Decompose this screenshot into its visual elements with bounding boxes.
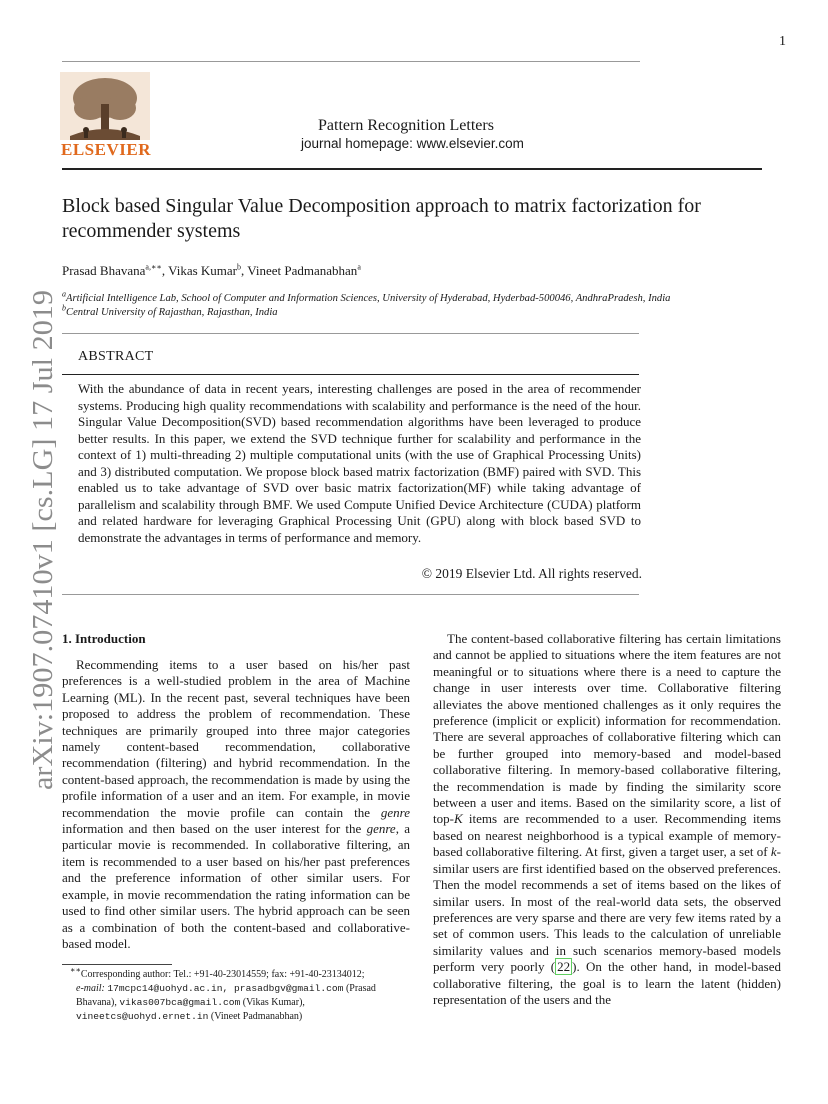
footnote-name: (Vikas Kumar), [240,997,305,1008]
paper-title: Block based Singular Value Decomposition approach to matrix factorization for recommender systems [62,195,701,242]
text-run: information and then based on the user interest for the [62,821,367,837]
corresponding-author-footnote [62,965,407,1024]
email-link[interactable]: vikas007bca@gmail.com [119,997,241,1008]
email-link[interactable]: vineetcs@uohyd.ernet.in [76,1011,209,1022]
elsevier-logo-text: ELSEVIER [61,140,151,159]
math-variable: k [770,844,777,860]
paragraph [62,657,410,952]
author-affiliation-marker: a [357,262,361,272]
author-affiliation-marker: a,∗∗ [145,262,162,272]
text-run: items are recommended to a user. Recommending items based on nearest neighborhood is a typical example of memory-based collaborative filtering. At first, given a target user, a set of [433,811,781,860]
footnote-marker: ∗∗ [70,965,81,975]
text-run: -similar users are first identified based on the observed preferences. Then the model recommends a set of items based on the likes of similar users. In most of the real-world data sets, the observed preferences are very sparse and there are very few items rated by a set of common users. This leads to the calculation of unreliable similarity values and in such scenarios memory-based models perform very poorly ( [433,844,781,975]
affiliation-text: Artificial Intelligence Lab, School of Computer and Information Sciences, University of Hyderabad, Hyderbad-500046, AndhraPradesh, India [66,293,671,304]
emphasis: genre [380,804,410,820]
footnote-name: (Prasad Bhavana), [76,983,376,1008]
svg-text:arXiv:1907.07410v1 [cs.LG] 1: arXiv:1907.07410v1 [cs.LG] 17 Jul 2019 [27,309,59,790]
footnote-contact: Corresponding author: Tel.: +91-40-23014559; fax: +91-40-23134012; [80,969,365,980]
citation-link[interactable]: 22 [557,959,571,975]
text-run: , a particular movie is recommended. In collaborative filtering, an item is recommended to a user based on his/her past preferences and the preference information of other similar users. For example, in movie recommendation the rating information can be used to find other similar users. The hybrid approach can be seen as a combination of both the content-based and collaborative-based model. [62,821,410,951]
text-run: The content-based collaborative filtering has certain limitations and cannot be applied to situations where the item features are not meaningful or to situations where there is a need to capture the change in user interests over time. Collaborative filtering alleviates the above mentioned challenges as it only requires the preference (implicit or explicit) information for recommendation. There are several approaches of collaborative filtering which can be further grouped into memory-based and model-based collaborative filtering. In memory-based collaborative filtering, the recommendation is made by finding the similarity score between a user and items. Based on the similarity score, a list of top- [433,631,781,827]
affiliation-marker: b [62,303,66,313]
text-run: ). On the other hand, in model-based collaborative filtering, the goal is to learn the latent (hidden) representation of the users and the [433,959,781,1007]
journal-homepage[interactable]: journal homepage: www.elsevier.com [301,136,524,151]
header-top-rule [62,61,640,62]
abstract-body: With the abundance of data in recent years, interesting challenges are posed in the area of recommender systems. Producing high quality recommendations with scalability and performance is the need of the hour. Singular Value Decomposition(SVD) based recommendation algorithms have been leveraged to produce better results. In this paper, we extend the SVD technique further for scalability and performance in the context of 1) multi-threading 2) multiple computational units (with the use of Graphical Processing Units) and 3) distributed computation. We propose block based matrix factorization (BMF) paired with SVD. This enabled us to take advantage of SVD over basic matrix factorization(MF) while taking advantage of parallelism and scalability through BMF. We used Compute Unified Device Architecture (CUDA) platform and related hardware for leveraging Graphical Processing Unit (GPU) along with block based SVD to demonstrate the advantages in terms of performance and memory. [78,381,641,545]
page-number: 1 [779,34,786,49]
header-bottom-rule [62,168,762,170]
author-name: Prasad Bhavana [62,263,146,278]
abstract-heading-rule [62,374,639,375]
author-list [62,263,361,279]
emphasis: genre [366,821,396,837]
author-name: , Vineet Padmanabhan [241,263,358,278]
right-column [433,631,781,1008]
math-variable: K [453,811,463,827]
footnote-name: (Vineet Padmanabhan) [208,1011,303,1022]
section-heading-introduction: 1. Introduction [62,631,146,646]
author-affiliation-marker: b [237,262,241,272]
affiliation-marker: a [62,289,66,299]
text-run: Recommending items to a user based on his/her past preferences is a well-studied problem in the area of Machine Learning (ML). In the recent past, several techniques have been proposed to address the problem of recommendation. These techniques are primarily grouped into three major categories namely content-based recommendation, collaborative recommendation (filtering) and hybrid recommendation. In the content-based approach, the recommendation is made by using the profile information of a user and an item. For example, in movie recommendation the movie profile can contain the [62,657,410,820]
journal-name: Pattern Recognition Letters [318,117,494,134]
abstract-heading: ABSTRACT [78,349,154,364]
email-link[interactable]: 17mcpc14@uohyd.ac.in, prasadbgv@gmail.com [107,983,344,994]
affiliation-b [62,303,742,318]
arxiv-stamp [8,290,68,800]
affiliation-a [62,289,742,304]
email-label: e-mail: [76,983,105,994]
abstract-bottom-rule [62,594,639,595]
copyright-notice: © 2019 Elsevier Ltd. All rights reserved. [421,566,642,581]
left-column [62,657,410,952]
abstract-top-rule [62,333,639,334]
author-name: , Vikas Kumar [161,263,237,278]
affiliation-text: Central University of Rajasthan, Rajasthan, India [66,307,278,318]
paragraph [433,631,781,1008]
